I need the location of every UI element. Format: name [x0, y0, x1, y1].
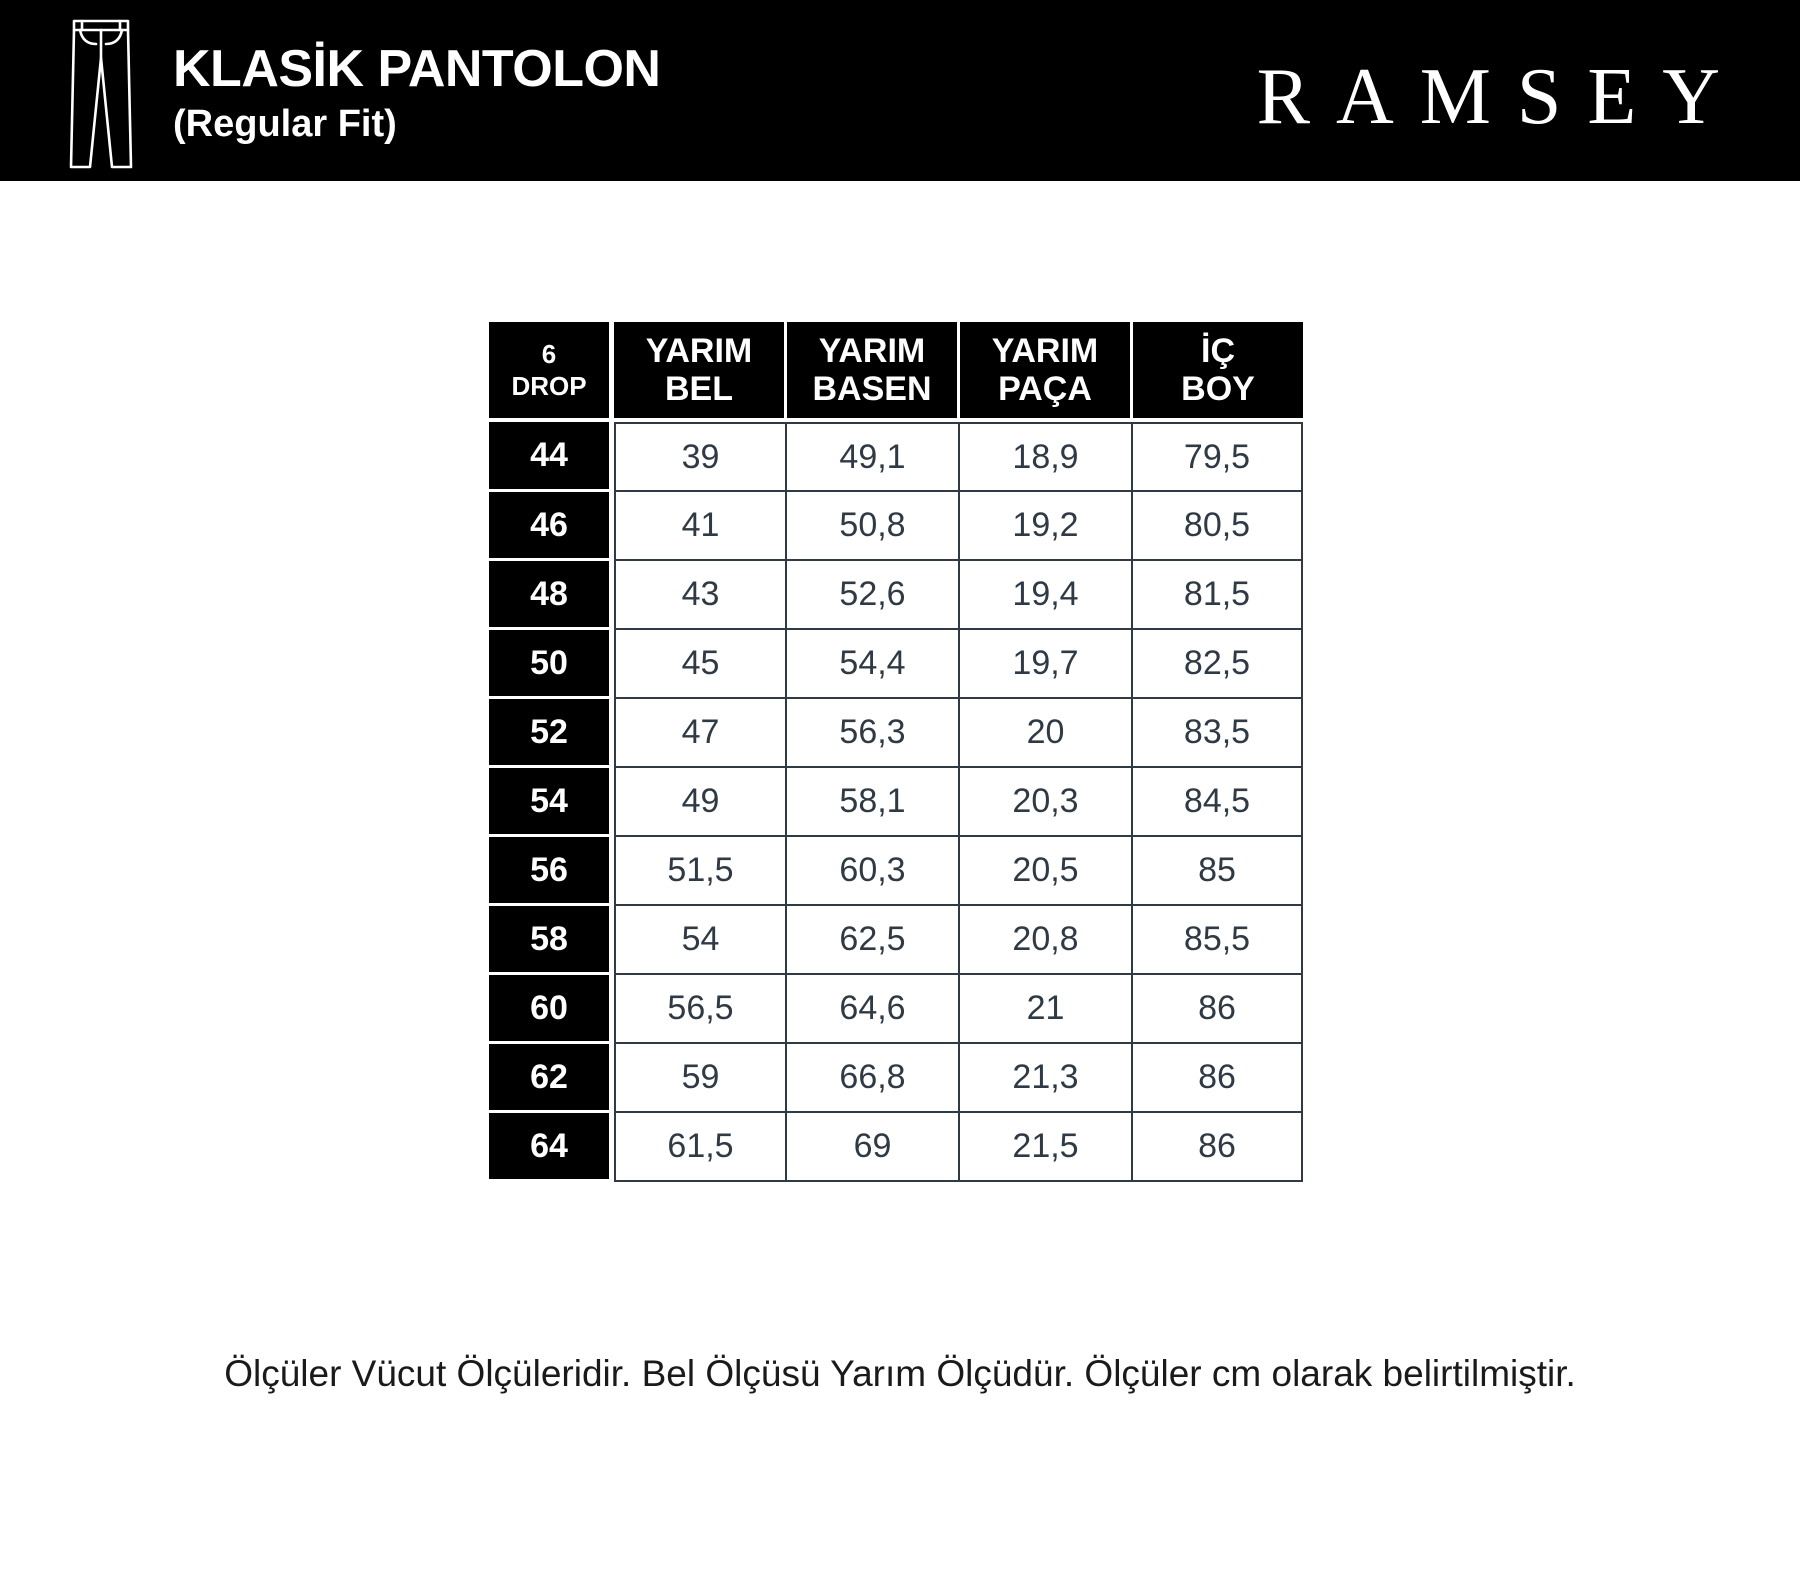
half-hem-cell: 20,8	[960, 906, 1133, 975]
page-subtitle: (Regular Fit)	[173, 103, 397, 145]
table-row	[489, 768, 1303, 837]
column-header-line2: BASEN	[812, 370, 932, 408]
inseam-cell: 80,5	[1133, 492, 1303, 561]
half-hip-cell: 60,3	[787, 837, 960, 906]
size-cell: 58	[489, 906, 614, 975]
inseam-cell: 83,5	[1133, 699, 1303, 768]
half-hem-cell: 19,2	[960, 492, 1133, 561]
inseam-cell: 86	[1133, 1044, 1303, 1113]
half-waist-cell: 51,5	[614, 837, 787, 906]
half-hem-cell: 21,5	[960, 1113, 1133, 1182]
table-row	[489, 906, 1303, 975]
half-hem-cell: 19,7	[960, 630, 1133, 699]
half-hem-cell: 20,5	[960, 837, 1133, 906]
inseam-cell: 79,5	[1133, 422, 1303, 492]
table-row	[489, 1044, 1303, 1113]
half-waist-cell: 43	[614, 561, 787, 630]
half-hem-cell: 19,4	[960, 561, 1133, 630]
column-header-line2: BEL	[665, 370, 733, 408]
inseam-cell: 85,5	[1133, 906, 1303, 975]
half-waist-cell: 59	[614, 1044, 787, 1113]
size-cell: 50	[489, 630, 614, 699]
half-hem-cell: 18,9	[960, 422, 1133, 492]
inseam-cell: 86	[1133, 1113, 1303, 1182]
half-hip-cell: 49,1	[787, 422, 960, 492]
size-cell: 62	[489, 1044, 614, 1113]
drop-header	[489, 322, 614, 422]
half-waist-cell: 45	[614, 630, 787, 699]
table-row	[489, 699, 1303, 768]
half-hip-cell: 58,1	[787, 768, 960, 837]
half-hem-cell: 21,3	[960, 1044, 1133, 1113]
size-cell: 52	[489, 699, 614, 768]
size-cell: 54	[489, 768, 614, 837]
half-hip-cell: 66,8	[787, 1044, 960, 1113]
half-hip-cell: 69	[787, 1113, 960, 1182]
table-row	[489, 975, 1303, 1044]
column-header-line1: YARIM	[645, 332, 753, 370]
header-bar	[0, 0, 1800, 181]
size-cell: 44	[489, 422, 614, 492]
size-cell: 46	[489, 492, 614, 561]
inseam-cell: 86	[1133, 975, 1303, 1044]
half-hem-cell: 21	[960, 975, 1133, 1044]
half-hip-cell: 64,6	[787, 975, 960, 1044]
column-header-half-hip	[787, 322, 960, 422]
half-waist-cell: 39	[614, 422, 787, 492]
inseam-cell: 85	[1133, 837, 1303, 906]
table-row	[489, 422, 1303, 492]
table-header-row	[489, 322, 1303, 422]
inseam-cell: 84,5	[1133, 768, 1303, 837]
inseam-cell: 81,5	[1133, 561, 1303, 630]
table-row	[489, 492, 1303, 561]
drop-label: DROP	[511, 371, 587, 401]
half-hip-cell: 56,3	[787, 699, 960, 768]
half-hip-cell: 52,6	[787, 561, 960, 630]
inseam-cell: 82,5	[1133, 630, 1303, 699]
title-block	[173, 36, 660, 146]
column-header-line1: İÇ	[1201, 332, 1235, 370]
half-waist-cell: 54	[614, 906, 787, 975]
table-row	[489, 837, 1303, 906]
column-header-half-hem	[960, 322, 1133, 422]
table-row	[489, 561, 1303, 630]
table-row	[489, 630, 1303, 699]
column-header-half-waist	[614, 322, 787, 422]
column-header-line1: YARIM	[818, 332, 926, 370]
column-header-line2: BOY	[1181, 370, 1255, 408]
half-waist-cell: 49	[614, 768, 787, 837]
half-waist-cell: 47	[614, 699, 787, 768]
size-cell: 64	[489, 1113, 614, 1182]
column-header-line2: PAÇA	[998, 370, 1092, 408]
size-cell: 48	[489, 561, 614, 630]
brand-logo: RAMSEY	[1256, 53, 1746, 141]
drop-number: 6	[541, 339, 557, 369]
trousers-icon	[68, 18, 134, 170]
half-hip-cell: 62,5	[787, 906, 960, 975]
half-waist-cell: 41	[614, 492, 787, 561]
half-waist-cell: 61,5	[614, 1113, 787, 1182]
size-cell: 60	[489, 975, 614, 1044]
column-header-line1: YARIM	[991, 332, 1099, 370]
page-title: KLASİK PANTOLON	[173, 40, 661, 98]
table-row	[489, 1113, 1303, 1182]
half-hip-cell: 54,4	[787, 630, 960, 699]
size-cell: 56	[489, 837, 614, 906]
half-hem-cell: 20	[960, 699, 1133, 768]
half-hem-cell: 20,3	[960, 768, 1133, 837]
column-header-inseam	[1133, 322, 1303, 422]
size-chart-table	[489, 322, 1303, 1182]
half-waist-cell: 56,5	[614, 975, 787, 1044]
measurement-footnote: Ölçüler Vücut Ölçüleridir. Bel Ölçüsü Yarım Ölçüdür. Ölçüler cm olarak belirtilmiştir.	[224, 1353, 1576, 1394]
half-hip-cell: 50,8	[787, 492, 960, 561]
